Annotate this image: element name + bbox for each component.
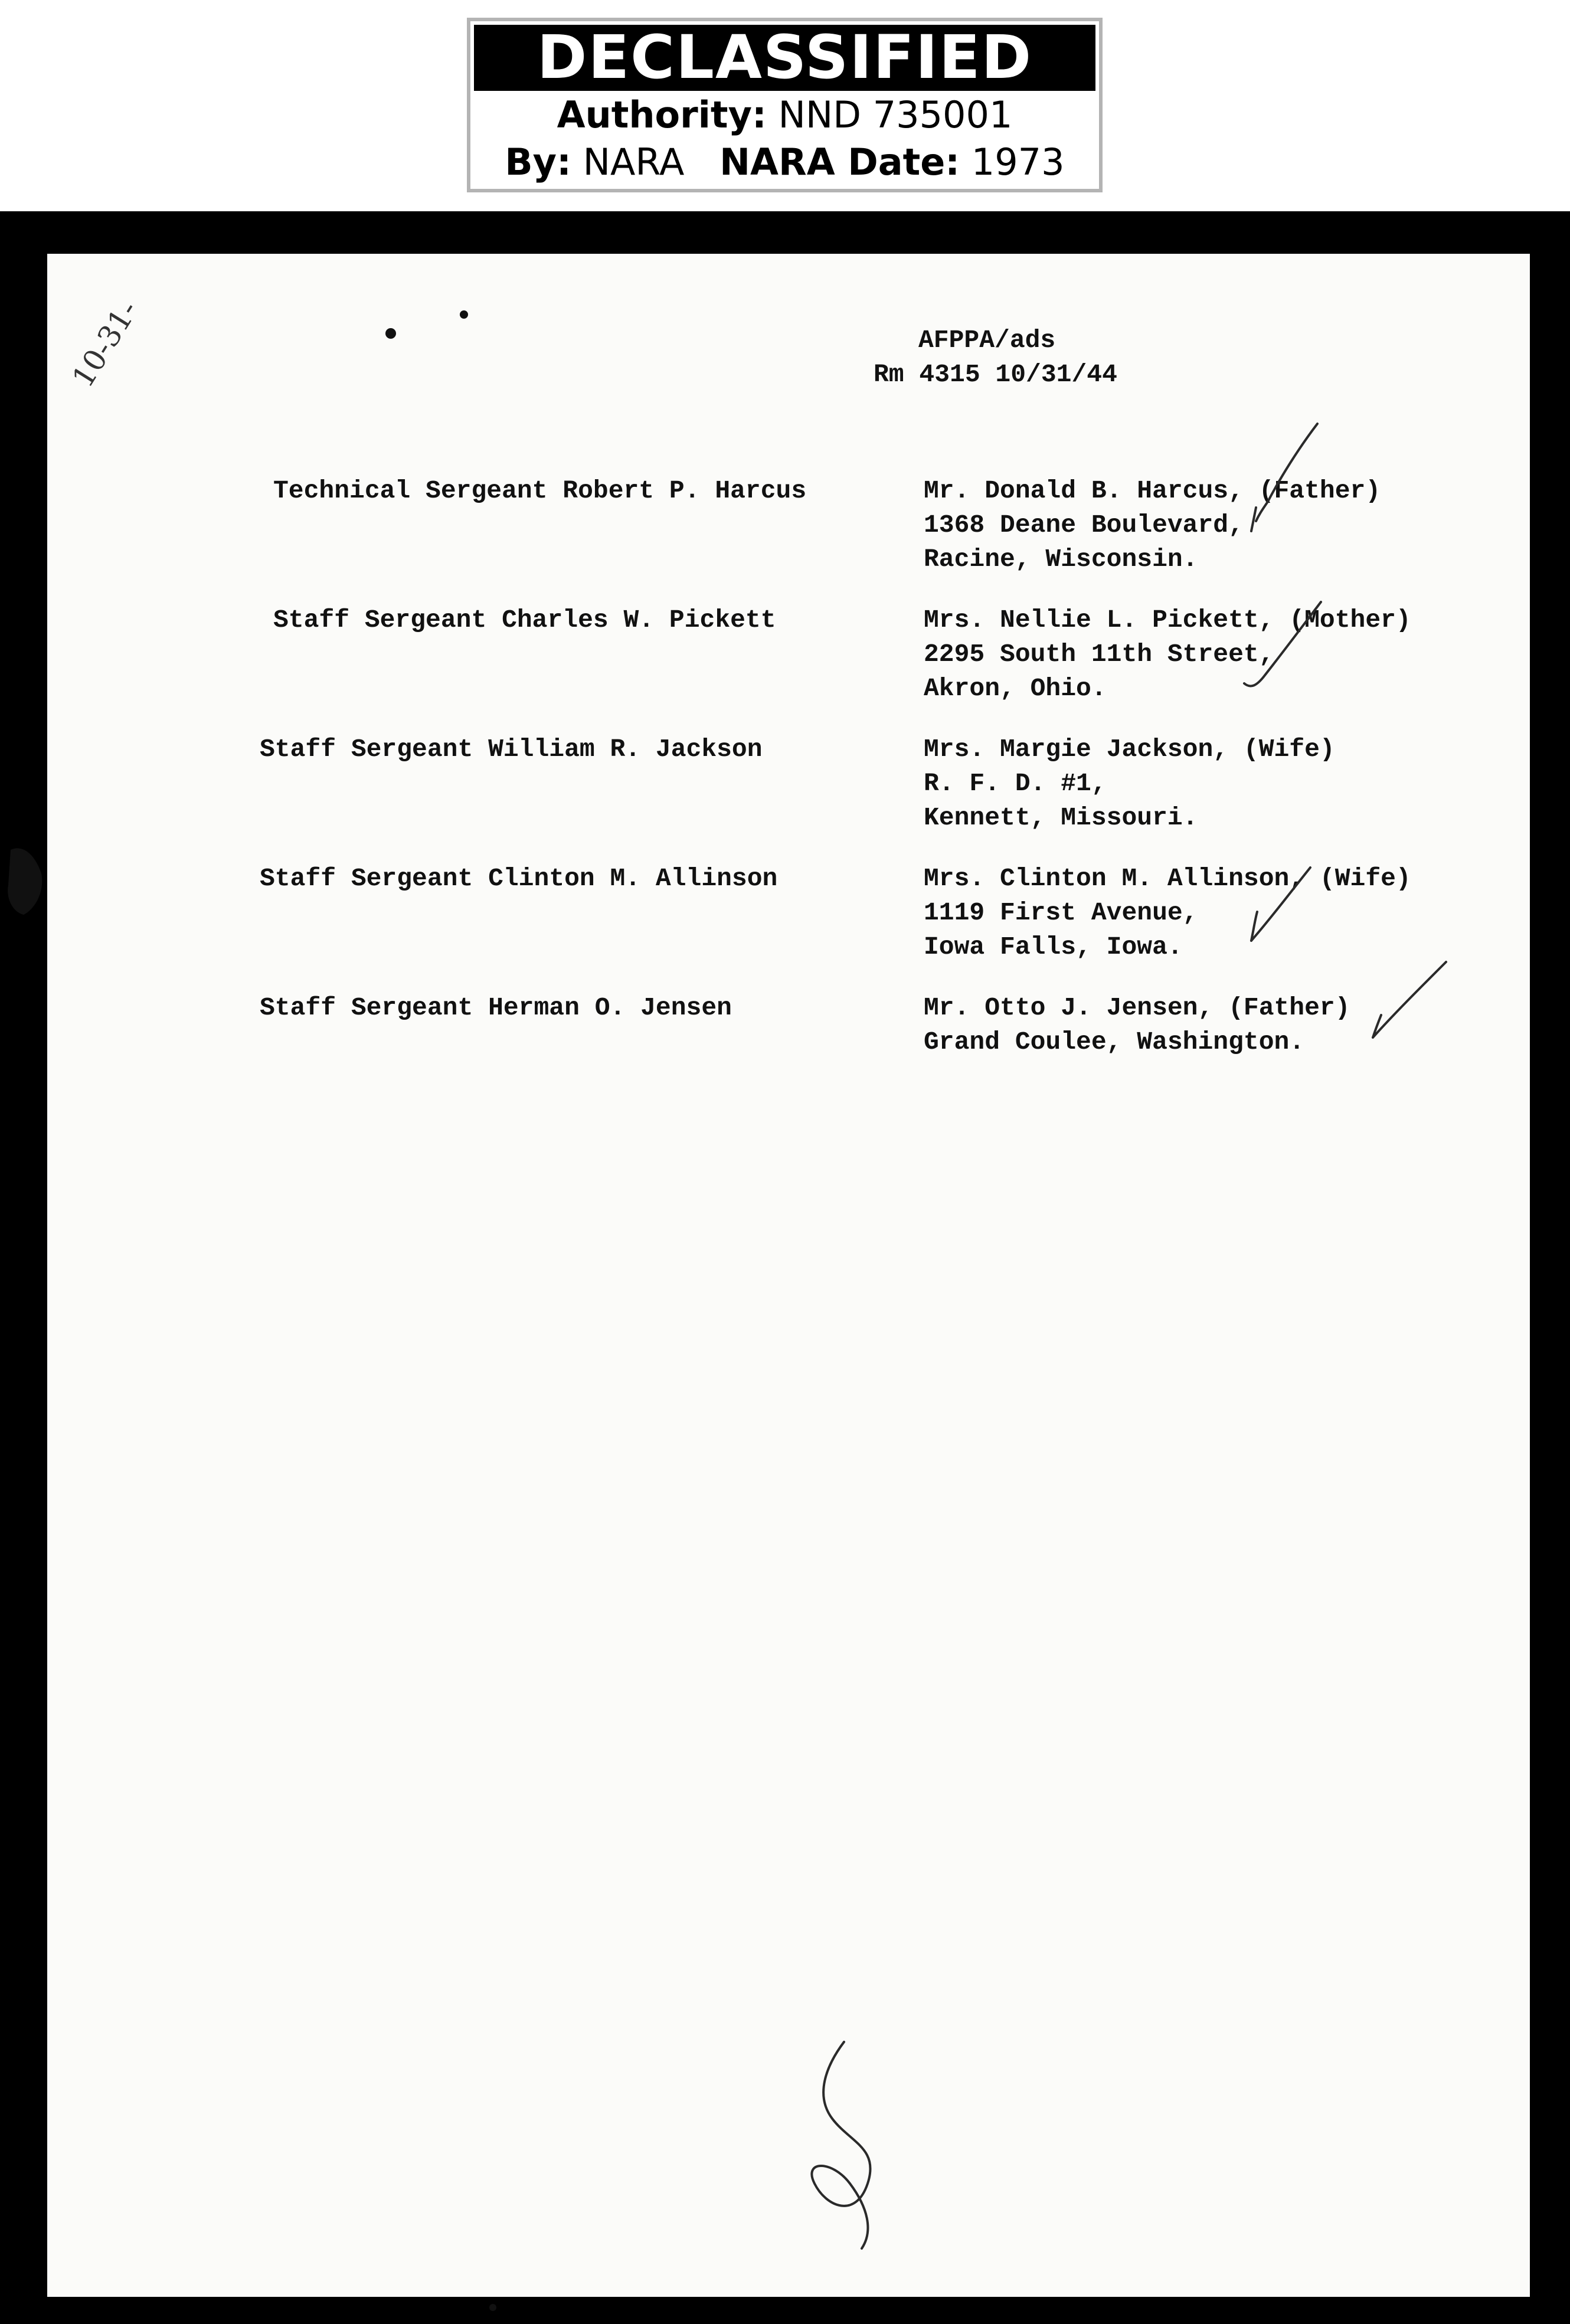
address-line: R. F. D. #1,: [924, 769, 1107, 798]
address-line: Grand Coulee, Washington.: [924, 1027, 1305, 1056]
address-line: Mrs. Clinton M. Allinson, (Wife): [924, 864, 1411, 893]
recipient-name-3: Staff Sergeant William R. Jackson: [260, 735, 763, 764]
address-line: Akron, Ohio.: [924, 674, 1107, 703]
stamp-date-label: NARA Date:: [719, 140, 960, 184]
room-date-line: Rm 4315 10/31/44: [874, 360, 1117, 389]
stamp-title: DECLASSIFIED: [474, 25, 1095, 91]
recipient-address-5: [924, 991, 1350, 1059]
reference-code: AFPPA/ads: [918, 326, 1056, 355]
address-line: Mrs. Margie Jackson, (Wife): [924, 735, 1335, 764]
address-line: 1119 First Avenue,: [924, 898, 1198, 927]
address-line: Iowa Falls, Iowa.: [924, 932, 1183, 961]
address-line: 1368 Deane Boulevard,: [924, 510, 1244, 539]
recipient-name-4: Staff Sergeant Clinton M. Allinson: [260, 864, 778, 893]
address-line: Mrs. Nellie L. Pickett, (Mother): [924, 605, 1411, 634]
recipient-address-4: [924, 862, 1411, 964]
recipient-name-2: Staff Sergeant Charles W. Pickett: [273, 605, 776, 634]
recipient-address-3: [924, 732, 1335, 835]
recipient-name-1: Technical Sergeant Robert P. Harcus: [273, 476, 807, 505]
address-line: Mr. Donald B. Harcus, (Father): [924, 476, 1381, 505]
address-line: Mr. Otto J. Jensen, (Father): [924, 993, 1350, 1022]
stamp-by-label: By:: [505, 140, 571, 184]
stamp-authority-value: NND 735001: [778, 93, 1013, 136]
recipient-address-2: [924, 603, 1411, 706]
recipient-address-1: [924, 474, 1381, 577]
stamp-date-value: 1973: [971, 140, 1065, 184]
address-line: 2295 South 11th Street,: [924, 640, 1274, 669]
stamp-by-line: [470, 140, 1099, 184]
address-line: Kennett, Missouri.: [924, 803, 1198, 832]
recipient-name-5: Staff Sergeant Herman O. Jensen: [260, 993, 732, 1022]
stamp-authority-label: Authority:: [557, 93, 767, 136]
stamp-authority-line: [470, 93, 1099, 136]
declassified-stamp: [467, 18, 1103, 192]
stamp-by-value: NARA: [583, 140, 685, 184]
address-line: Racine, Wisconsin.: [924, 545, 1198, 574]
margin-date-note: 10-31-: [65, 294, 145, 394]
